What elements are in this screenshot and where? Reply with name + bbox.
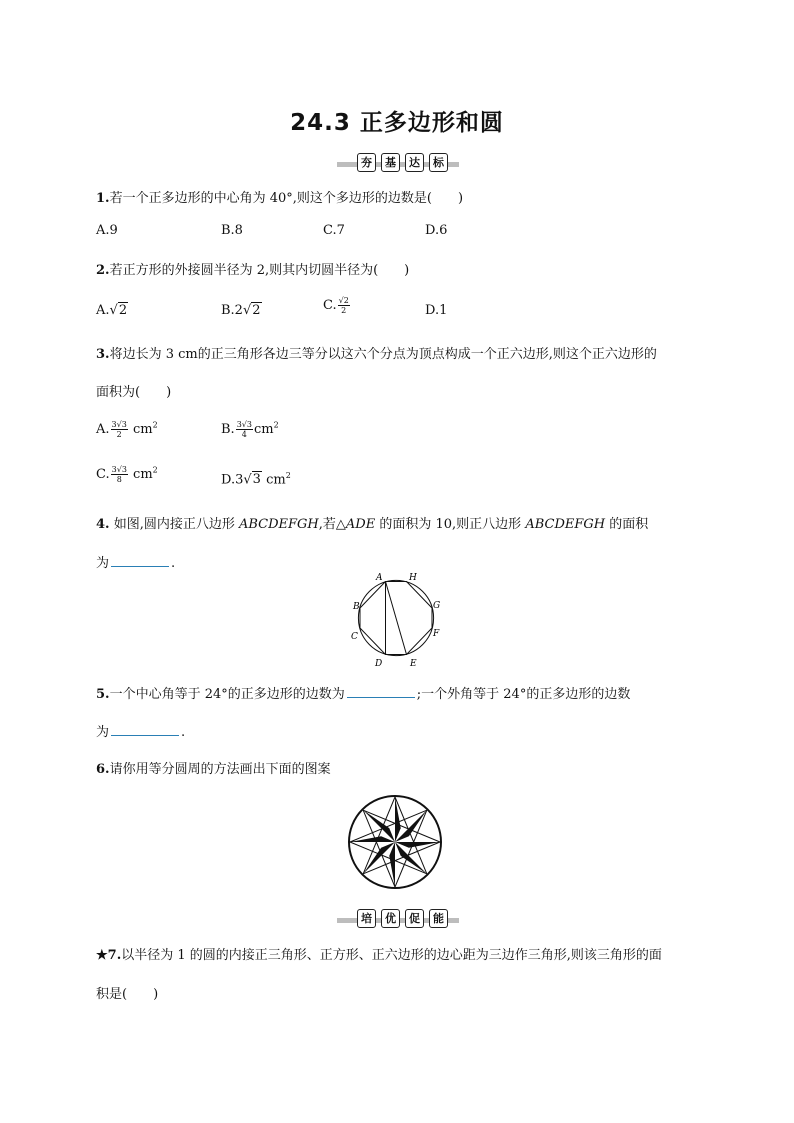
q3-option-b: B. $\frac{3√3}{4}$ $cm^2$ [221,420,279,439]
section-banner-basic [337,152,459,174]
question-3-line-1 [96,343,657,362]
vertex-label-d: D [375,659,383,669]
question-2 [96,259,409,278]
q2-option-d: D.1 [425,303,448,318]
question-6: 6.请你用等分圆周的方法画出下面的图案 [96,762,331,777]
question-7-line-1: ★7.以半径为 1 的圆的内接正三角形、正方形、正六边形的边心距为三边作三角形,则该三角形的面 [96,948,662,963]
vertex-label-a: A [376,573,383,583]
q1-option-d: D.6 [425,223,448,238]
answer-blank[interactable] [347,685,415,698]
vertex-label-h: H [409,573,417,583]
question-5-line-2: 为 . [96,725,186,740]
vertex-label-c: C [351,632,358,642]
q2-option-c: C. $\frac{√2}{2}$ [323,296,349,315]
section-banner-advanced [337,908,459,930]
q2-option-a: A.√2 [96,303,128,318]
question-number: 3. [96,347,110,362]
question-number: 2. [96,263,110,278]
q1-option-c: C.7 [323,223,345,238]
question-number: 4. [96,517,110,532]
q3-option-c: C. $\frac{3√3}{8}$ $cm^2$ [96,465,158,484]
question-1 [96,187,463,206]
question-7-line-2: 积是( ) [96,987,159,1002]
banner-char: 标 [429,153,448,172]
q3-option-a: A. $\frac{3√3}{2}$ $cm^2$ [96,420,158,439]
question-number: ★7. [96,948,122,963]
banner-char: 能 [429,909,448,928]
q1-option-b: B.8 [221,223,243,238]
star-pattern-figure [345,792,445,892]
question-number: 1. [96,191,110,206]
question-4-line-2: 为 . [96,556,176,571]
question-number: 6. [96,762,110,777]
banner-char: 基 [381,153,400,172]
page-title: 24.3 正多边形和圆 [290,110,504,136]
question-text: 若一个正多边形的中心角为 40°,则这个多边形的边数是( ) [109,191,464,206]
q3-option-d: D.3√3 $cm^2$ [221,471,291,488]
triangle-ade [386,582,407,655]
banner-char: 夯 [357,153,376,172]
question-3-line-2: 面积为( ) [96,385,172,400]
answer-blank[interactable] [111,554,169,567]
vertex-label-g: G [433,601,441,611]
banner-char: 培 [357,909,376,928]
banner-char: 达 [405,153,424,172]
q1-option-a: A.9 [96,223,118,238]
octagon-figure [340,572,450,672]
vertex-label-f: F [433,629,440,639]
q2-option-b: B.2√2 [221,303,261,318]
question-number: 5. [96,687,110,702]
answer-blank[interactable] [111,723,179,736]
banner-char: 促 [405,909,424,928]
question-5-line-1: 5.一个中心角等于 24°的正多边形的边数为 ;一个外角等于 24°的正多边形的边数 [96,687,631,702]
question-4-line-1: 4. 如图,圆内接正八边形 ABCDEFGH,若△ADE 的面积为 10,则正八边形 ABCDEFGH 的面积 [96,517,649,532]
question-text: 将边长为 3 cm的正三角形各边三等分以这六个分点为顶点构成一个正六边形,则这个正六边形的 [109,347,657,362]
vertex-label-e: E [410,659,417,669]
vertex-label-b: B [353,602,360,612]
question-text: 若正方形的外接圆半径为 2,则其内切圆半径为( ) [109,263,410,278]
banner-char: 优 [381,909,400,928]
